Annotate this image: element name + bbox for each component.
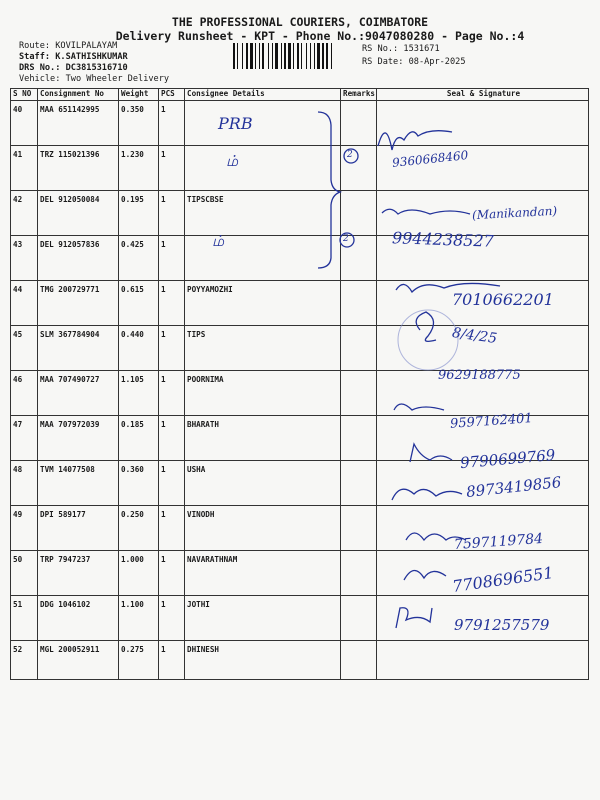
consignment-cell: TRZ 115021396 [38,146,119,191]
signature-scribble-49 [392,489,462,500]
vehicle-line: Vehicle: Two Wheeler Delivery [19,74,170,84]
company-stamp [398,310,458,370]
pcs-cell: 1 [159,236,185,281]
phone-46: 9629188775 [438,368,521,383]
runsheet-subtitle: Delivery Runsheet - KPT - Phone No.:9047080280 - Page No.:4 [115,29,525,43]
remark-circle-43-label: 2 [343,234,349,244]
sno-cell: 45 [11,326,38,371]
handwritten-prb: PRB [218,114,253,133]
phone-49: 8973419856 [465,473,563,501]
pcs-cell: 1 [159,281,185,326]
consignee-cell: USHA [185,461,341,506]
pcs-cell: 1 [159,461,185,506]
weight-cell: 0.615 [119,281,159,326]
signature-name-42: (Manikandan) [471,203,558,223]
weight-cell: 0.360 [119,461,159,506]
consignment-cell: MGL 200052911 [38,641,119,680]
pcs-cell: 1 [159,101,185,146]
phone-43: 9944238527 [391,228,495,251]
col-consignee: Consignee Details [185,89,341,101]
handwritten-mark-43: ம் [212,232,225,250]
consignment-cell: DEL 912050084 [38,191,119,236]
weight-cell: 1.230 [119,146,159,191]
consignee-cell: DHINESH [185,641,341,680]
weight-cell: 0.250 [119,506,159,551]
signature-scribble-47 [394,404,444,410]
consignee-cell: NAVARATHNAM [185,551,341,596]
date-45: 8/4/25 [451,324,498,348]
sno-cell: 43 [11,236,38,281]
consignment-cell: SLM 367784904 [38,326,119,371]
consignment-cell: DEL 912057836 [38,236,119,281]
pcs-cell: 1 [159,596,185,641]
pcs-cell: 1 [159,326,185,371]
consignment-cell: MAA 707490727 [38,371,119,416]
weight-cell: 1.000 [119,551,159,596]
consignee-cell: TIPSCBSE [185,191,341,236]
signature-scribble-51 [404,570,446,580]
signature-scribble-52 [396,608,432,628]
route-line: Route: KOVILPALAYAM [19,41,118,51]
pcs-cell: 1 [159,371,185,416]
col-sno: S NO [11,89,38,101]
consignee-cell: JOTHI [185,596,341,641]
pcs-cell: 1 [159,191,185,236]
signature-scribble-42 [382,209,470,214]
sno-cell: 44 [11,281,38,326]
weight-cell: 0.195 [119,191,159,236]
rs-date-line: RS Date: 08-Apr-2025 [362,57,466,67]
phone-41: 9360668460 [391,148,469,170]
consignee-cell: VINODH [185,506,341,551]
handwritten-mark-41: ம் [226,152,239,170]
phone-50: 7597119784 [453,530,544,554]
sno-cell: 51 [11,596,38,641]
sno-cell: 42 [11,191,38,236]
drs-line: DRS No.: DC3815316710 [19,63,128,73]
consignee-cell: TIPS [185,326,341,371]
phone-44: 7010662201 [452,290,554,309]
sno-cell: 50 [11,551,38,596]
consignee-cell: POORNIMA [185,371,341,416]
consignee-cell: BHARATH [185,416,341,461]
signature-scribble-45 [416,312,436,341]
col-pcs: PCS [159,89,185,101]
remark-circle-41-label: 2 [347,150,353,160]
consignment-cell: DPI 589177 [38,506,119,551]
weight-cell: 0.425 [119,236,159,281]
pcs-cell: 1 [159,416,185,461]
pcs-cell: 1 [159,506,185,551]
phone-52: 9791257579 [454,616,550,634]
signature-scribble-41 [378,131,452,150]
weight-cell: 1.100 [119,596,159,641]
sno-cell: 48 [11,461,38,506]
col-weight: Weight [119,89,159,101]
pcs-cell: 1 [159,641,185,680]
signature-scribble-48 [410,444,452,462]
col-consignment: Consignment No [38,89,119,101]
phone-48: 9790699769 [459,445,557,473]
consignment-cell: MAA 707972039 [38,416,119,461]
weight-cell: 1.105 [119,371,159,416]
weight-cell: 0.440 [119,326,159,371]
col-remarks: Remarks [341,89,377,101]
sno-cell: 41 [11,146,38,191]
brace-mark [318,112,340,268]
sno-cell: 52 [11,641,38,680]
sno-cell: 46 [11,371,38,416]
weight-cell: 0.185 [119,416,159,461]
sno-cell: 49 [11,506,38,551]
col-seal-signature: Seal & Signature [377,89,589,101]
consignment-cell: TVM 14077508 [38,461,119,506]
rs-no-line: RS No.: 1531671 [362,44,440,54]
sno-cell: 47 [11,416,38,461]
consignment-cell: DDG 1046102 [38,596,119,641]
consignment-cell: TRP 7947237 [38,551,119,596]
phone-51: 7708696551 [451,563,555,596]
consignment-cell: MAA 651142995 [38,101,119,146]
pcs-cell: 1 [159,146,185,191]
weight-cell: 0.350 [119,101,159,146]
weight-cell: 0.275 [119,641,159,680]
consignment-cell: TMG 200729771 [38,281,119,326]
staff-line: Staff: K.SATHISHKUMAR [19,52,128,62]
company-title: THE PROFESSIONAL COURIERS, COIMBATORE [171,15,429,29]
sno-cell: 40 [11,101,38,146]
phone-47: 9597162401 [449,411,534,432]
pcs-cell: 1 [159,551,185,596]
consignee-cell: POYYAMOZHI [185,281,341,326]
